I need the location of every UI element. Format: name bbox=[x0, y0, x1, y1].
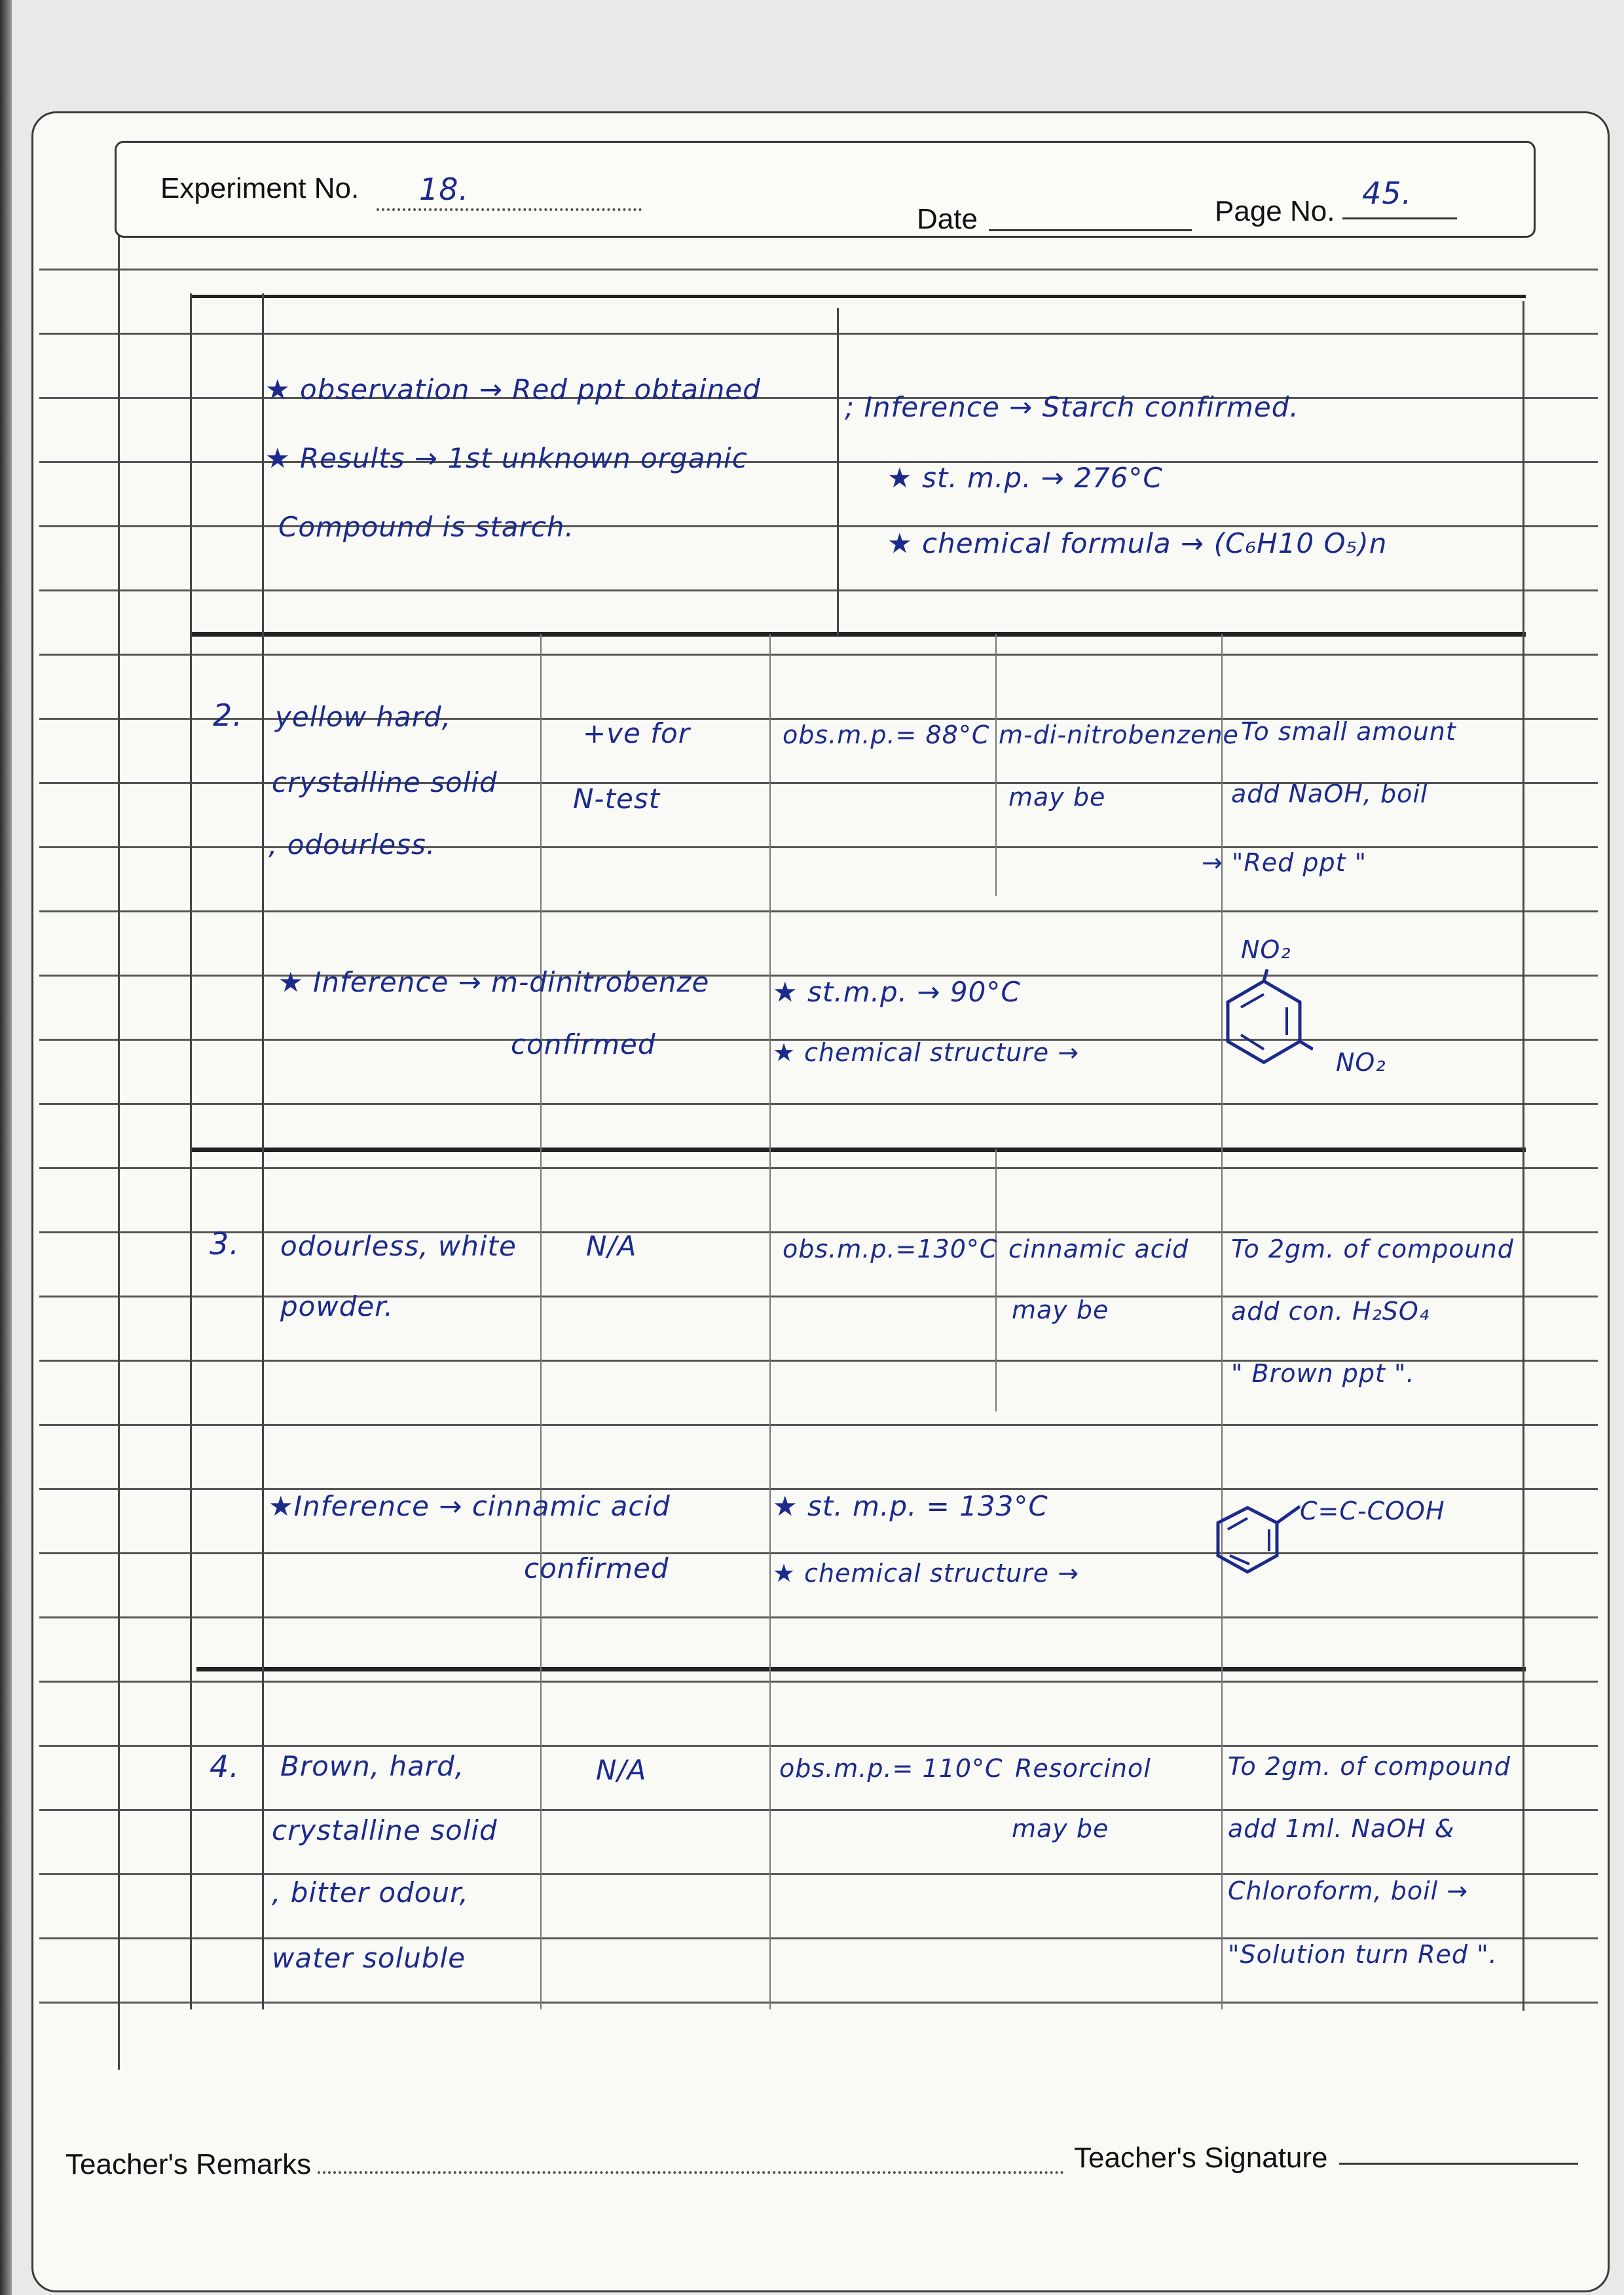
block4-test: N/A bbox=[596, 1754, 647, 1786]
block2-st-mp: ★ st.m.p. → 90°C bbox=[773, 976, 1021, 1008]
block3-structure-label: ★ chemical structure → bbox=[773, 1559, 1080, 1588]
ruled-line bbox=[39, 1809, 1598, 1811]
experiment-no: 18. bbox=[419, 172, 470, 207]
ruled-line bbox=[39, 269, 1598, 271]
teacher-signature-line bbox=[1339, 2163, 1578, 2165]
guess-column-border-2 bbox=[995, 634, 997, 896]
block3-guess-2: may be bbox=[1012, 1296, 1109, 1324]
ruled-line bbox=[39, 1873, 1598, 1875]
ruled-line bbox=[39, 2002, 1598, 2004]
ruled-line bbox=[39, 1681, 1598, 1683]
ruled-line bbox=[39, 333, 1598, 335]
block2-inference-2: confirmed bbox=[511, 1028, 656, 1060]
ruled-line bbox=[39, 1745, 1598, 1747]
block1-bottom-border bbox=[190, 632, 1526, 637]
block4-obs-mp: obs.m.p.= 110°C bbox=[779, 1754, 1003, 1783]
block2-proc-3: → "Red ppt " bbox=[1202, 848, 1367, 877]
page-no-line bbox=[1342, 217, 1457, 219]
ruled-line bbox=[39, 1167, 1598, 1169]
block1-divider bbox=[837, 308, 839, 635]
date-line bbox=[989, 229, 1192, 231]
block3-inference-2: confirmed bbox=[524, 1552, 669, 1584]
ruled-line bbox=[39, 1424, 1598, 1426]
block1-inference: ; Inference → Starch confirmed. bbox=[845, 391, 1299, 423]
block2-guess-1: m-di-nitrobenzene bbox=[999, 720, 1239, 749]
block3-proc-3: " Brown ppt ". bbox=[1231, 1359, 1415, 1388]
block3-proc-1: To 2gm. of compound bbox=[1231, 1235, 1514, 1263]
block4-proc-1: To 2gm. of compound bbox=[1228, 1752, 1511, 1781]
ruled-line bbox=[39, 1616, 1598, 1618]
block2-desc-1: yellow hard, bbox=[275, 701, 452, 733]
block2-struct-side: NO₂ bbox=[1336, 1048, 1386, 1077]
margin-line bbox=[118, 223, 120, 2070]
block4-proc-3: Chloroform, boil → bbox=[1228, 1876, 1469, 1905]
block4-desc-2: crystalline solid bbox=[272, 1814, 498, 1846]
block1-results-line1: ★ Results → 1st unknown organic bbox=[265, 442, 748, 474]
table-left-border bbox=[190, 293, 192, 2009]
block1-results-line2: Compound is starch. bbox=[278, 511, 574, 543]
ruled-line bbox=[39, 589, 1598, 591]
block2-test-2: N-test bbox=[573, 783, 661, 815]
table-right-border bbox=[1522, 301, 1524, 2011]
page-no-label: Page No. bbox=[1215, 195, 1335, 227]
block3-guess-1: cinnamic acid bbox=[1008, 1235, 1189, 1263]
teacher-signature-label: Teacher's Signature bbox=[1074, 2142, 1328, 2174]
block2-obs-mp: obs.m.p.= 88°C bbox=[783, 720, 990, 749]
ruled-line bbox=[39, 1231, 1598, 1233]
ruled-line bbox=[39, 654, 1598, 656]
teacher-remarks-label: Teacher's Remarks bbox=[65, 2148, 312, 2180]
block2-proc-2: add NaOH, boil bbox=[1231, 779, 1428, 808]
block4-desc-3: , bitter odour, bbox=[272, 1876, 469, 1909]
ruled-line bbox=[39, 1103, 1598, 1105]
block3-test: N/A bbox=[586, 1230, 637, 1262]
block4-desc-1: Brown, hard, bbox=[280, 1750, 465, 1782]
block3-serial: 3. bbox=[210, 1226, 240, 1261]
block1-formula: ★ chemical formula → (C₆H10 O₅)n bbox=[887, 527, 1388, 559]
block1-mp: ★ st. m.p. → 276°C bbox=[887, 462, 1163, 494]
teacher-remarks-line bbox=[318, 2171, 1064, 2174]
block4-desc-4: water soluble bbox=[272, 1942, 466, 1974]
block3-desc-1: odourless, white bbox=[280, 1230, 517, 1262]
block2-proc-1: To small amount bbox=[1241, 717, 1456, 746]
block3-proc-2: add con. H₂SO₄ bbox=[1231, 1297, 1430, 1326]
ruled-line bbox=[39, 1552, 1598, 1554]
block3-desc-2: powder. bbox=[280, 1290, 394, 1322]
block3-bottom-border bbox=[196, 1667, 1526, 1671]
benzene-ring-icon bbox=[1215, 969, 1313, 1074]
procedure-column-border bbox=[1221, 634, 1223, 2009]
date-label: Date bbox=[917, 203, 978, 235]
obs-column-border bbox=[769, 634, 771, 2009]
block3-st-mp: ★ st. m.p. = 133°C bbox=[773, 1490, 1048, 1522]
block3-struct-chain: C=C-COOH bbox=[1300, 1497, 1445, 1525]
block1-observation: ★ observation → Red ppt obtained bbox=[265, 373, 761, 405]
block3-obs-mp: obs.m.p.=130°C bbox=[783, 1235, 998, 1263]
block2-test-1: +ve for bbox=[583, 717, 690, 749]
notebook-binding bbox=[0, 0, 12, 2295]
benzene-ring-icon-2 bbox=[1211, 1500, 1303, 1585]
experiment-label: Experiment No. bbox=[160, 172, 360, 204]
block4-proc-2: add 1ml. NaOH & bbox=[1228, 1814, 1455, 1843]
block2-desc-2: crystalline solid bbox=[272, 766, 498, 798]
block2-struct-top: NO₂ bbox=[1241, 935, 1291, 964]
block2-guess-2: may be bbox=[1008, 783, 1106, 812]
block2-inference-1: ★ Inference → m-dinitrobenze bbox=[278, 966, 710, 998]
test-column-border bbox=[540, 634, 542, 2009]
block4-guess-2: may be bbox=[1012, 1814, 1109, 1843]
block4-serial: 4. bbox=[210, 1749, 240, 1784]
block2-desc-3: , odourless. bbox=[268, 829, 436, 861]
serial-column-border bbox=[262, 293, 264, 2009]
ruled-line bbox=[39, 1937, 1598, 1939]
experiment-no-line bbox=[377, 208, 642, 211]
block2-serial: 2. bbox=[213, 698, 243, 733]
block4-proc-4: "Solution turn Red ". bbox=[1228, 1940, 1498, 1969]
guess-column-border-3 bbox=[995, 1149, 997, 1411]
block3-inference-1: ★Inference → cinnamic acid bbox=[268, 1490, 671, 1522]
block1-top-border bbox=[190, 295, 1526, 298]
ruled-line bbox=[39, 910, 1598, 912]
block2-bottom-border bbox=[190, 1148, 1526, 1152]
block2-structure-label: ★ chemical structure → bbox=[773, 1038, 1080, 1067]
page-no: 45. bbox=[1362, 176, 1412, 211]
block4-guess-1: Resorcinol bbox=[1015, 1754, 1151, 1783]
